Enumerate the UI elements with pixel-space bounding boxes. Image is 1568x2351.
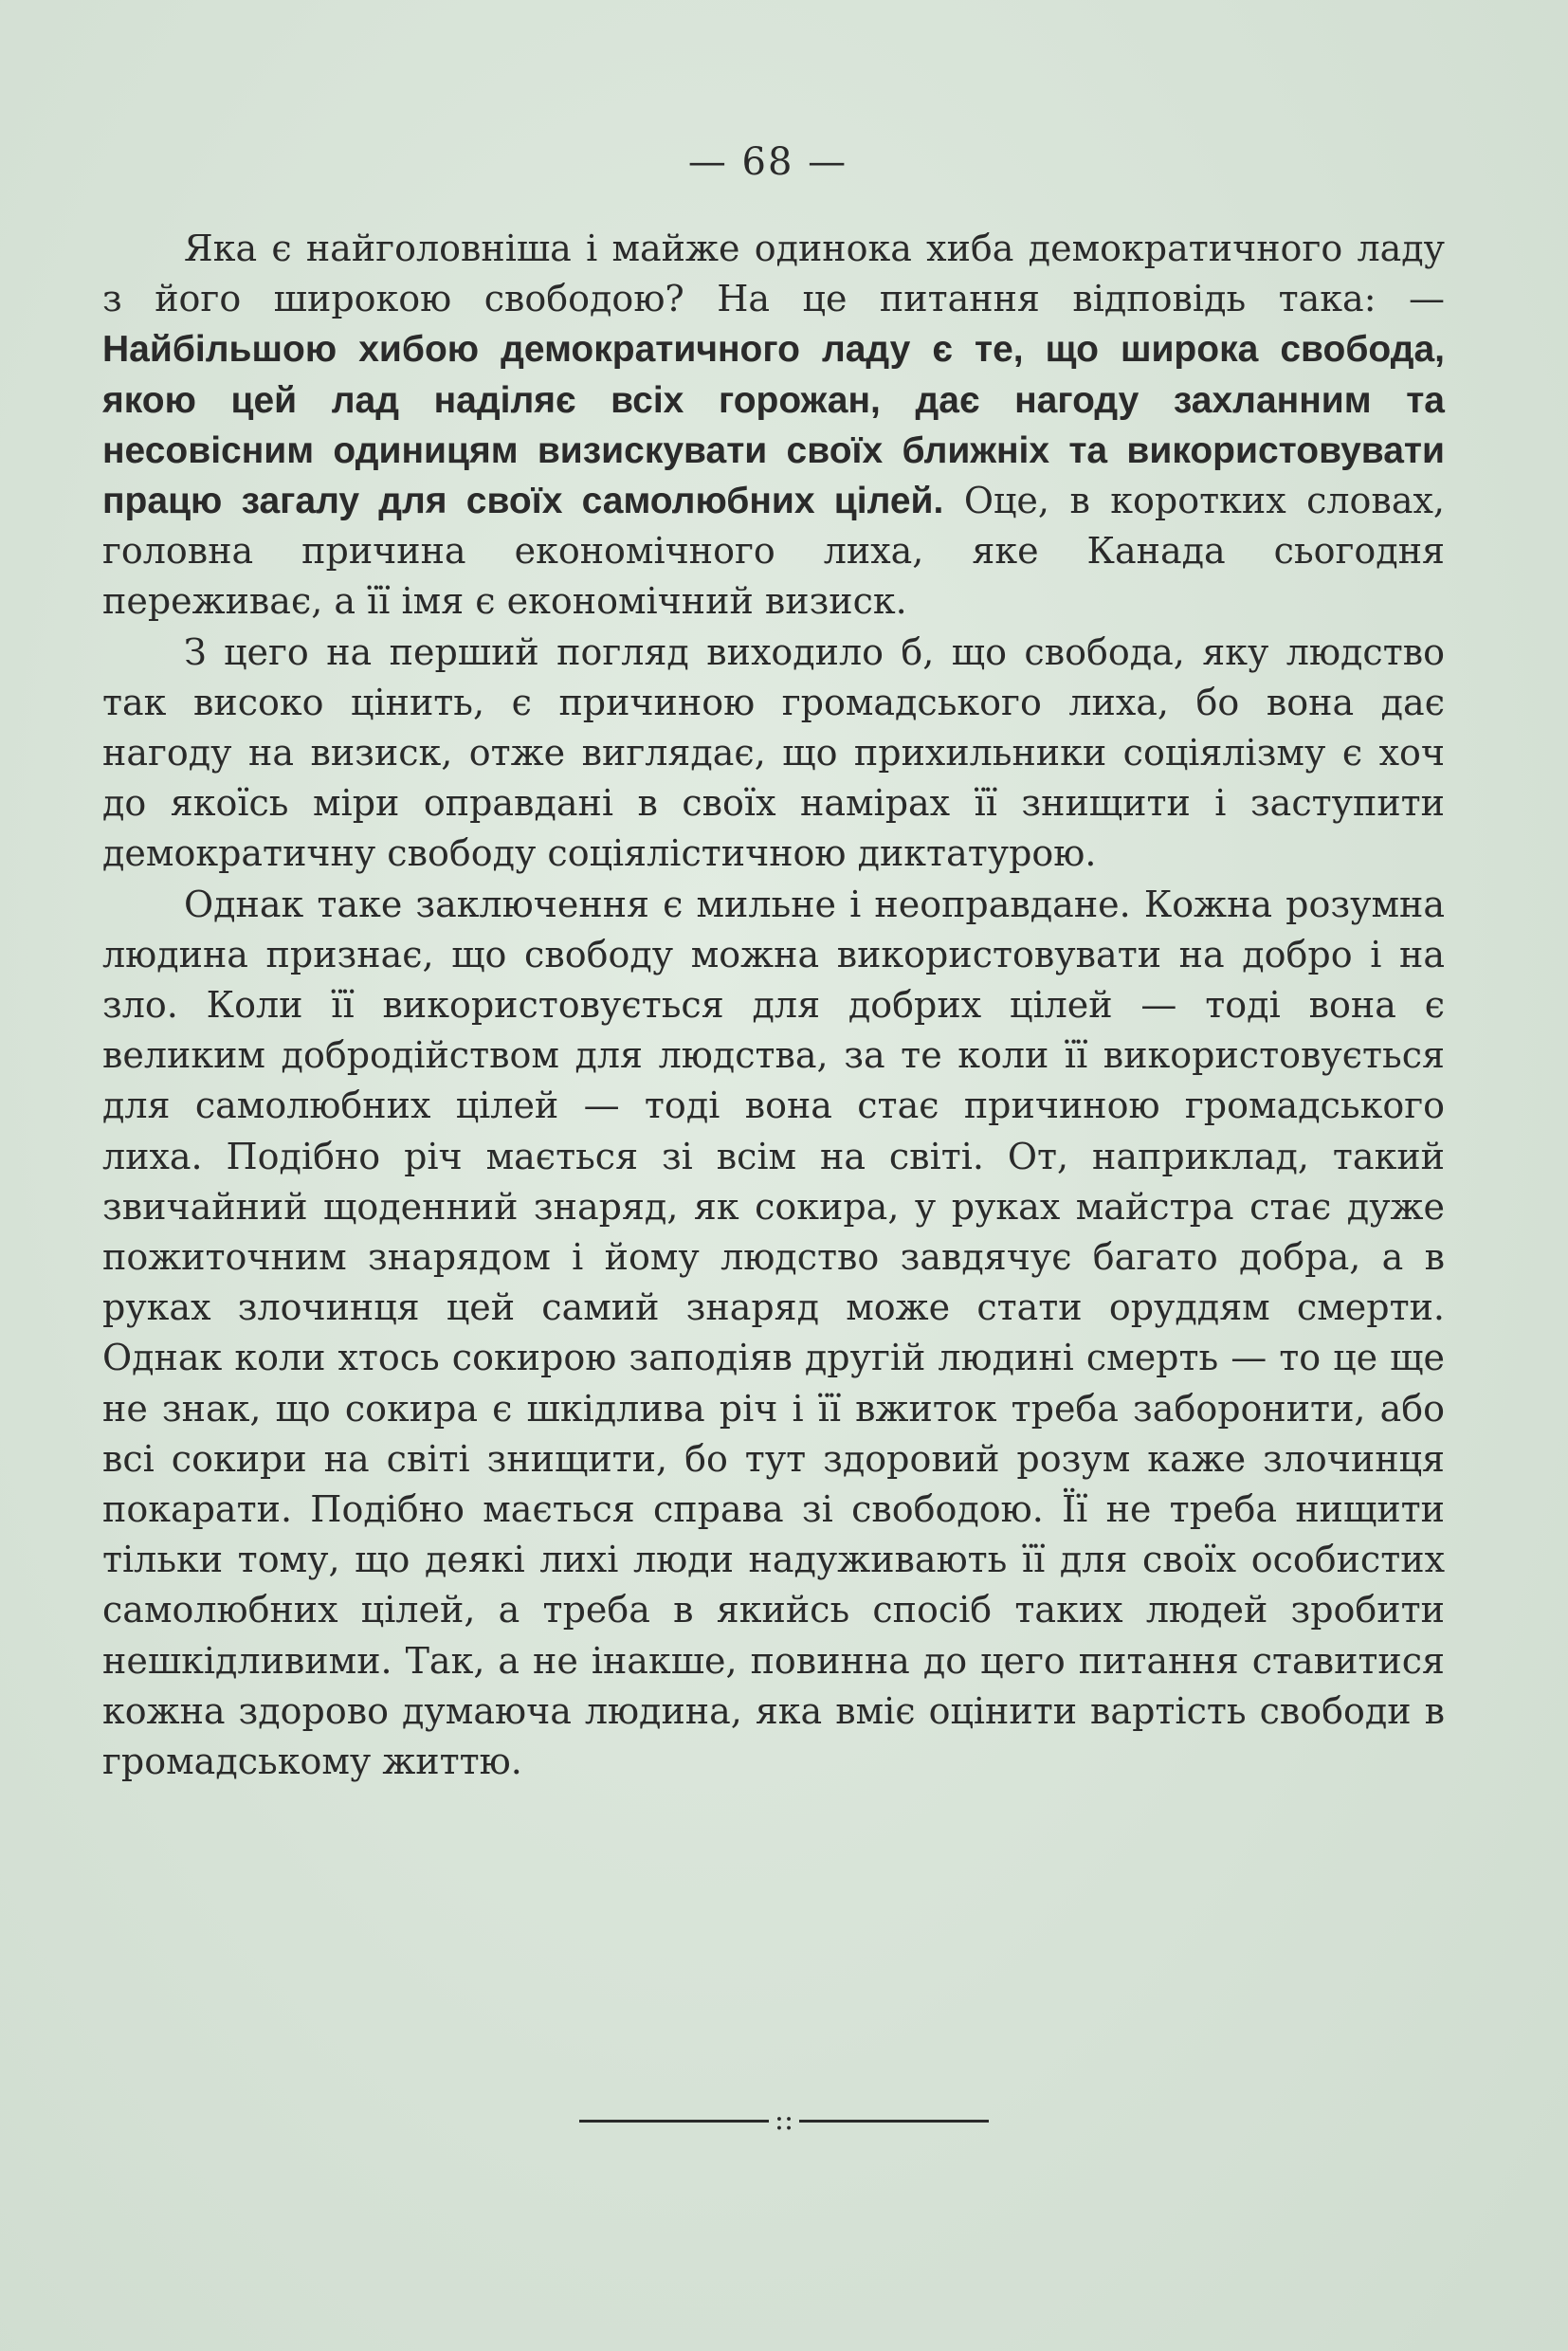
paragraph-1 (102, 224, 1445, 628)
body-text (102, 224, 1445, 1787)
paragraph-1-tail: Оце, в коротких словах, головна причина економічного лиха, яке Канада сьогодня переживає, а її імя є економічний визиск. (102, 480, 1445, 623)
separator-mark: :: (774, 2104, 794, 2137)
paragraph-2: З цего на перший погляд виходило б, що свобода, яку людство так високо цінить, є причиною громадського лиха, бо вона дає нагоду на визиск, отже виглядає, що прихильники соціялізму є хоч до якоїсь міри оправдані в своїх намірах її знищити і заступити демократичну свободу соціялістичною диктатурою. (102, 630, 1445, 875)
paragraph-1-bold-thesis: Найбільшою хибою демократичного ладу є те, що широка свобода, якою цей лад наділяє всіх горожан, дає нагоду захланним та несовісним одиницям визискувати своїх ближніх та використовувати працю загалу для своїх самолюбних цілей. (102, 329, 1445, 522)
section-separator (0, 2106, 1568, 2135)
separator-line-right (799, 2120, 989, 2123)
paragraph-1-lead: Яка є найголовніша і майже одинока хиба демократичного ладу з його широкою свободою? На це питання відповідь така: — (102, 228, 1445, 320)
paragraph-3: Однак таке заключення є мильне і неоправдане. Кожна розумна людина признає, що свободу можна використовувати на добро і на зло. Коли її використовується для добрих цілей — тоді вона є великим добродійством для людства, за те коли її використовується для самолюбних цілей — тоді вона стає причиною громадського лиха. Подібно річ мається зі всім на світі. От, наприклад, такий звичайний щоденний знаряд, як сокира, у руках майстра стає дуже пожиточним знарядом і йому людство завдячує багато добра, а в руках злочинця цей самий знаряд може стати оруддям смерти. Однак коли хтось сокирою заподіяв другій людині смерть — то це ще не знак, що сокира є шкідлива річ і її вжиток треба заборонити, або всі сокири на світі знищити, бо тут здоровий розум каже злочинця покарати. Подібно мається справа зі свободою. Її не треба нищити тільки тому, що деякі лихі люди надуживають її для своїх особистих самолюбних цілей, а треба в якийсь спосіб таких людей зробити нешкідливими. Так, а не інакше, повинна до цего питання ставитися кожна здорово думаюча людина, яка вміє оцінити вартість свободи в громадському життю. (102, 883, 1445, 1783)
separator-line-left (579, 2120, 769, 2123)
page-number: — 68 — (687, 140, 848, 184)
